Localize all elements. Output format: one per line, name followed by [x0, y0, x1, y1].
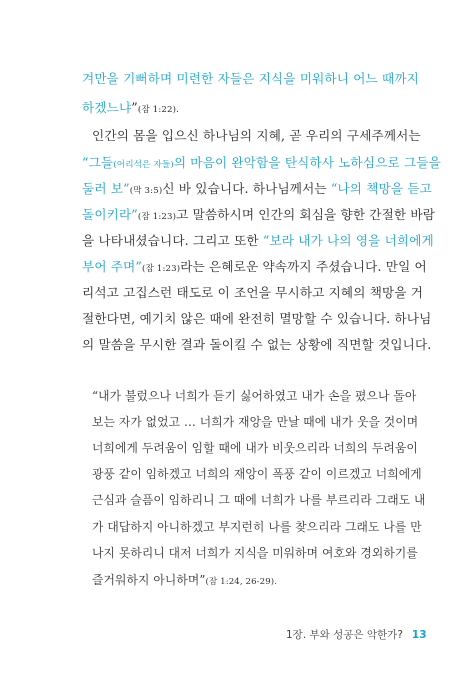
scripture-quote: 하겠느냐	[82, 100, 132, 115]
scripture-quote: 부어 주며”	[82, 259, 143, 274]
quote-line: 나지 못하리니 대저 너희가 지식을 미워하며 여호와 경외하기를	[92, 546, 418, 560]
body-text: 신 바 있습니다. 하나님께서는	[162, 181, 331, 196]
chapter-title: 1장. 부와 성공은 악한가?	[286, 629, 403, 641]
scripture-quote: 의 마음이 완악함을 탄식하사 노하심으로 그들을	[173, 155, 441, 170]
body-text: 을 나타내셨습니다. 그리고 또한	[82, 233, 263, 248]
body-text: 인간의 몸을 입으신 하나님의 지혜, 곧 우리의 구세주께서는	[92, 128, 421, 143]
body-text: 고 말씀하시며 인간의 회심을 향한 간절한 바람	[176, 207, 436, 222]
scripture-reference: (잠 1:23)	[137, 212, 177, 222]
body-line	[82, 308, 432, 327]
scripture-reference: (잠 1:22).	[137, 105, 179, 115]
body-text: 라는 은혜로운 약속까지 주셨습니다. 만일 어	[180, 259, 427, 274]
scripture-quote: 돌이키라”	[82, 207, 138, 222]
body-text: 리석고 고집스런 태도로 이 조언을 무시하고 지혜의 책망을 거	[82, 285, 424, 300]
scripture-reference: (잠 1:24, 26-29).	[205, 577, 278, 587]
body-line	[82, 68, 419, 87]
page-number: 13	[411, 629, 427, 641]
body-line	[82, 152, 441, 171]
body-line	[82, 204, 436, 223]
scripture-quote: “그들	[82, 155, 114, 170]
scripture-note: (어리석은 자들)	[113, 160, 174, 170]
body-text: 의 말씀을 무시한 결과 돌이킬 수 없는 상황에 직면할 것입니다.	[82, 337, 432, 352]
scripture-reference: (잠 1:23)	[142, 264, 181, 274]
body-line	[82, 178, 432, 197]
quote-line: 보는 자가 없었고 … 너희가 재앙을 만날 때에 내가 웃을 것이며	[92, 415, 419, 429]
body-text: 절한다면, 예기치 않은 때에 완전히 멸망할 수 있습니다. 하나님	[82, 311, 432, 326]
scripture-quote: “나의 책망을 듣고	[330, 181, 432, 196]
scripture-quote: “보라 내가 나의 영을 너희에게	[262, 233, 434, 248]
body-line	[82, 282, 424, 301]
quote-line: 가 대답하지 아니하겠고 부지런히 나를 찾으리라 그래도 나를 만	[92, 520, 422, 534]
page-footer	[286, 627, 427, 642]
body-line	[92, 125, 421, 144]
scripture-reference: (막 3:5)	[129, 186, 163, 196]
body-line	[82, 97, 402, 116]
body-line	[82, 334, 432, 353]
quote-line: 광풍 같이 임하겠고 너희의 재앙이 폭풍 같이 이르겠고 너희에게	[92, 467, 422, 481]
body-line	[82, 230, 434, 249]
scripture-quote: 둘러 보”	[82, 181, 130, 196]
quote-line	[92, 571, 402, 588]
quote-line: “내가 불렀으나 너희가 듣기 싫어하였고 내가 손을 폈으나 돌아	[92, 389, 417, 403]
quote-line: 근심과 슬픔이 임하리니 그 때에 너희가 나를 부르리라 그래도 내	[92, 493, 426, 507]
quote-line: 너희에게 두려움이 임할 때에 내가 비웃으리라 너희의 두려움이	[92, 441, 418, 455]
quote-text: 즐거워하지 아니하며”	[92, 573, 206, 587]
quote-mark: ”	[131, 100, 138, 115]
body-line	[82, 256, 427, 275]
scripture-quote: 겨만을 기뻐하며 미련한 자들은 지식을 미워하니 어느 때까지	[82, 71, 419, 86]
